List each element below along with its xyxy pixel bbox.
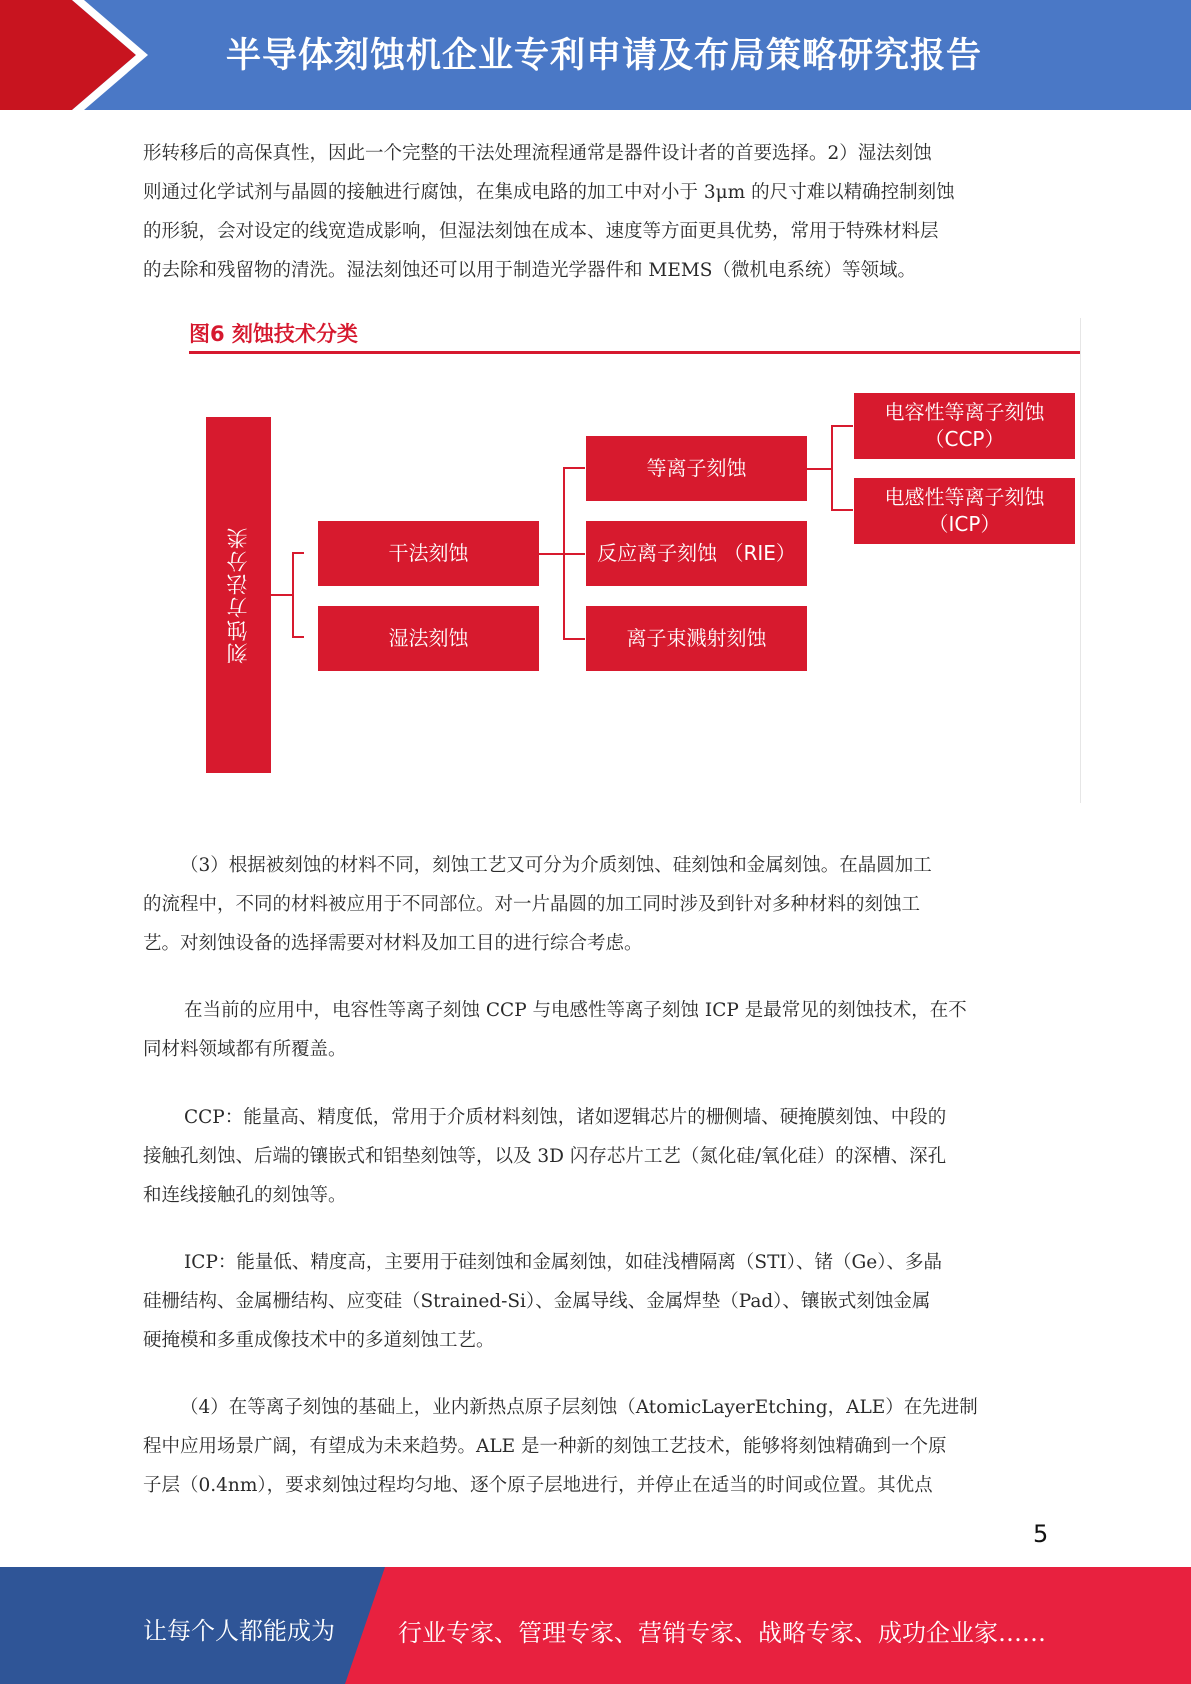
connector: [539, 553, 585, 555]
node-plasma-etching: [586, 436, 807, 501]
connector: [563, 638, 585, 640]
node-rie: [586, 521, 807, 586]
node-dry-etching: [318, 521, 539, 586]
text-line: 艺。对刻蚀设备的选择需要对材料及加工目的进行综合考虑。: [143, 933, 643, 954]
text-line: 则通过化学试剂与晶圆的接触进行腐蚀，在集成电路的加工中对小于 3μm 的尺寸难以精确控制刻蚀: [143, 182, 955, 203]
paragraph-ccp: [143, 1098, 1048, 1215]
header-chevron-decoration: [0, 0, 150, 110]
node-ccp-label: 电容性等离子刻蚀: [884, 400, 1045, 424]
paragraph-current-application: [143, 991, 1048, 1069]
connector: [271, 594, 293, 596]
connector: [292, 552, 304, 554]
connector: [563, 467, 565, 639]
node-icp-abbr: （ICP）: [928, 512, 1001, 536]
node-ccp: [854, 393, 1075, 459]
paragraph-3: [143, 846, 1048, 963]
node-ccp-abbr: （CCP）: [924, 427, 1005, 451]
page-footer: [0, 1567, 1191, 1684]
text-line: 的去除和残留物的清洗。湿法刻蚀还可以用于制造光学器件和 MEMS（微机电系统）等领域。: [143, 260, 916, 281]
node-plasma-etching-label: 等离子刻蚀: [646, 456, 747, 480]
node-icp: [854, 478, 1075, 544]
text-line: CCP：能量高、精度低，常用于介质材料刻蚀，诸如逻辑芯片的栅侧墙、硬掩膜刻蚀、中段的: [184, 1107, 947, 1128]
text-line: 的流程中，不同的材料被应用于不同部位。对一片晶圆的加工同时涉及到针对多种材料的刻蚀工: [143, 894, 921, 915]
text-line: 在当前的应用中，电容性等离子刻蚀 CCP 与电感性等离子刻蚀 ICP 是最常见的刻蚀技术，在不: [184, 1000, 967, 1021]
text-line: 同材料领域都有所覆盖。: [143, 1039, 347, 1060]
connector: [292, 552, 294, 637]
text-line: ICP：能量低、精度高，主要用于硅刻蚀和金属刻蚀，如硅浅槽隔离（STI）、锗（Ge）、多晶: [184, 1252, 942, 1273]
text-line: 和连线接触孔的刻蚀等。: [143, 1185, 347, 1206]
figure-etching-classification: [186, 318, 1081, 803]
connector: [563, 467, 585, 469]
report-title: 半导体刻蚀机企业专利申请及布局策略研究报告: [226, 36, 983, 76]
page-number: 5: [1033, 1520, 1049, 1548]
node-wet-etching-label: 湿法刻蚀: [388, 626, 469, 650]
text-line: 的形貌，会对设定的线宽造成影响，但湿法刻蚀在成本、速度等方面更具优势，常用于特殊材料层: [143, 221, 939, 242]
text-line: 程中应用场景广阔，有望成为未来趋势。ALE 是一种新的刻蚀工艺技术，能够将刻蚀精确到一个原: [143, 1436, 947, 1457]
text-line: （3）根据被刻蚀的材料不同，刻蚀工艺又可分为介质刻蚀、硅刻蚀和金属刻蚀。在晶圆加工: [180, 855, 932, 876]
footer-slogan-left: 让每个人都能成为: [143, 1617, 335, 1645]
text-line: 硬掩模和多重成像技术中的多道刻蚀工艺。: [143, 1330, 495, 1351]
node-ion-beam-etching: [586, 606, 807, 671]
connector: [292, 636, 304, 638]
footer-slogan-right: 行业专家、管理专家、营销专家、战略专家、成功企业家……: [398, 1619, 1046, 1647]
node-dry-etching-label: 干法刻蚀: [388, 541, 469, 565]
node-icp-label: 电感性等离子刻蚀: [884, 485, 1045, 509]
text-line: 形转移后的高保真性，因此一个完整的干法处理流程通常是器件设计者的首要选择。2）湿法刻蚀: [143, 143, 932, 164]
node-wet-etching: [318, 606, 539, 671]
node-root: [206, 417, 271, 773]
connector: [831, 425, 853, 427]
paragraph-4: [143, 1388, 1048, 1505]
text-line: 子层（0.4nm），要求刻蚀过程均匀地、逐个原子层地进行，并停止在适当的时间或位置。其优点: [143, 1475, 933, 1496]
node-root-label: 刻蚀方法分类: [226, 526, 250, 664]
paragraph-icp: [143, 1243, 1048, 1360]
figure-edge: [1080, 318, 1081, 803]
text-line: 硅栅结构、金属栅结构、应变硅（Strained-Si）、金属导线、金属焊垫（Pad）、镶嵌式刻蚀金属: [143, 1291, 931, 1312]
connector: [807, 468, 831, 470]
paragraph-intro: [143, 134, 1048, 290]
page-header: [0, 0, 1191, 110]
figure-title: 图6 刻蚀技术分类: [189, 322, 358, 346]
connector: [831, 425, 833, 511]
connector: [831, 509, 853, 511]
node-rie-label: 反应离子刻蚀 （RIE）: [597, 541, 796, 565]
text-line: 接触孔刻蚀、后端的镶嵌式和铝垫刻蚀等，以及 3D 闪存芯片工艺（氮化硅/氧化硅）的深槽、深孔: [143, 1146, 947, 1167]
figure-title-rule: [189, 351, 1081, 354]
text-line: （4）在等离子刻蚀的基础上，业内新热点原子层刻蚀（AtomicLayerEtching，ALE）在先进制: [180, 1397, 978, 1418]
node-ion-beam-etching-label: 离子束溅射刻蚀: [626, 626, 767, 650]
